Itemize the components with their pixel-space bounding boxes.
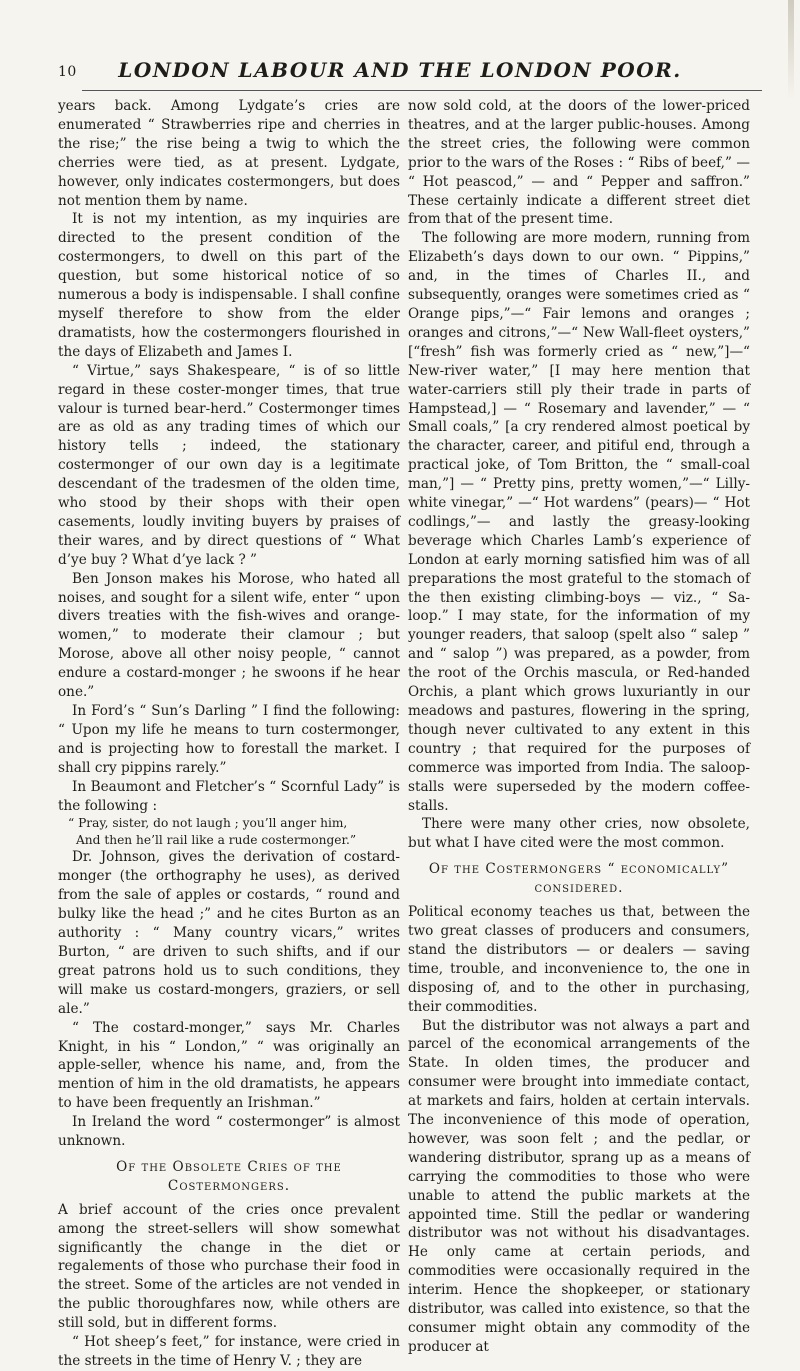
paragraph: Ben Jonson makes his Morose, who hated all noises, and sought for a silent wife, enter “ upon divers treaties with the fish-wives and orange-women,” to moderate their clamour ; but Morose, above all other noisy people, “ cannot endure a costard-monger ; he swoons if he hear one.” <box>58 570 400 701</box>
verse-line: “ Pray, sister, do not laugh ; you’ll anger him, <box>68 816 348 831</box>
right-column <box>408 97 750 1357</box>
page-edge-shadow <box>788 0 794 100</box>
verse-line: And then he’ll rail like a rude costermonger.” <box>76 832 357 847</box>
header-rule <box>82 90 762 91</box>
paragraph: “ Virtue,” says Shakespeare, “ is of so little regard in these coster-monger times, that true valour is turned bear-herd.” Costermonger times are as old as any trading times of which our history tells ; indeed, the stationary costermonger of our own day is a legitimate descendant of the tradesmen of the olden time, who stood by their shops with their open casements, loudly inviting buyers by praises of their wares, and by direct questions of “ What d’ye buy ? What d’ye lack ? ” <box>58 362 400 568</box>
paragraph: A brief account of the cries once prevalent among the street-sellers will show somewhat significantly the change in the diet or regalements of those who purchase their food in the street. Some of the articles are not vended in the public thoroughfares now, while others are still sold, but in different forms. <box>58 1201 400 1332</box>
paragraph: Dr. Johnson, gives the derivation of costard-monger (the orthography he uses), as derived from the sale of apples or costards, “ round and bulky like the head ;” and he cites Burton as an authority : “ Many country vicars,” writes Burton, “ are driven to such shifts, and if our great patrons hold us to such conditions, they will make us costard-mongers, graziers, or sell ale.” <box>58 849 400 1017</box>
paragraph: But the distributor was not always a part and parcel of the economical arrangements of the State. In olden times, the producer and consumer were brought into immediate contact, at markets and fairs, holden at certain intervals. The inconvenience of this mode of operation, however, was soon felt ; and the pedlar, or wandering distributor, sprang up as a means of carrying the commodities to those who were unable to attend the public markets at the appointed time. Still the pedlar or wandering distributor was not without his disadvantages. He only came at certain periods, and commodities were occasionally required in the interim. Hence the shopkeeper, or stationary distributor, was called into existence, so that the consumer might obtain any commodity of the producer at <box>408 1017 750 1355</box>
paragraph: “ Hot sheep’s feet,” for instance, were cried in the streets in the time of Henry V. ; they are <box>58 1334 400 1369</box>
page-number: 10 <box>58 64 77 80</box>
running-title: LONDON LABOUR AND THE LONDON POOR. <box>118 58 682 82</box>
paragraph: In Ford’s “ Sun’s Darling ” I find the following: “ Upon my life he means to turn costermonger, and is projecting how to forestall the market. I shall cry pippins rarely.” <box>58 703 400 776</box>
paragraph: In Beaumont and Fletcher’s “ Scornful Lady” is the following : <box>58 778 400 814</box>
paragraph: now sold cold, at the doors of the lower-priced theatres, and at the larger public-houses. Among the street cries, the following were common prior to the wars of the Roses : “ Ribs of beef,” — “ Hot peascod,” — and “ Pepper and saffron.” These certainly indicate a different street diet from that of the present time. <box>408 98 750 228</box>
paragraph: In Ireland the word “ costermonger” is almost unknown. <box>58 1114 400 1150</box>
paragraph: It is not my intention, as my inquiries are directed to the present condition of the costermongers, to dwell on this part of the question, but some historical notice of so numerous a body is indispensable. I shall confine myself therefore to show from the elder dramatists, how the costermongers flourished in the days of Elizabeth and James I. <box>58 211 400 360</box>
section-heading: Of the Costermongers “ economically” considered. <box>428 861 730 897</box>
paragraph: There were many other cries, now obsolete, but what I have cited were the most common. <box>408 816 750 852</box>
paragraph: Political economy teaches us that, between the two great classes of producers and consumers, stand the distributors — or dealers — saving time, trouble, and inconvenience to, the one in disposing of, and to the other in purchasing, their commodities. <box>408 904 750 1015</box>
verse-quotation <box>68 815 400 848</box>
paragraph: The following are more modern, running from Elizabeth’s days down to our own. “ Pippins,” and, in the times of Charles II., and subsequently, oranges were sometimes cried as “ Orange pips,”—“ Fair lemons and oranges ; oranges and citrons,”—“ New Wall-fleet oysters,” [“fresh” fish was formerly cried as “ new,”]—“ New-river water,” [I may here mention that water-carriers still ply their trade in parts of Hampstead,] — “ Rosemary and lavender,” — “ Small coals,” [a cry rendered almost poetical by the character, career, and pitiful end, through a practical joke, of Tom Britton, the “ small-coal man,”] — “ Pretty pins, pretty women,”—“ Lilly-white vinegar,” —“ Hot wardens” (pears)— “ Hot codlings,”— and lastly the greasy-looking beverage which Charles Lamb’s experience of London at early morning satisfied him was of all preparations the most grateful to the stomach of the then existing climbing-boys — viz., “ Sa-loop.” I may state, for the information of my younger readers, that saloop (spelt also “ salep ” and “ salop ”) was prepared, as a powder, from the root of the Orchis mascula, or Red-handed Orchis, a plant which grows luxuriantly in our meadows and pastures, flowering in the spring, though never cultivated to any extent in this country ; that required for the purposes of commerce was imported from India. The saloop-stalls were superseded by the modern coffee-stalls. <box>408 230 750 814</box>
paragraph: “ The costard-monger,” says Mr. Charles Knight, in his “ London,” “ was originally an apple-seller, whence his name, and, from the mention of him in the old dramatists, he appears to have been frequently an Irishman.” <box>58 1019 400 1112</box>
paragraph: years back. Among Lydgate’s cries are enumerated “ Strawberries ripe and cherries in the rise;” the rise being a twig to which the cherries were tied, as at present. Lydgate, however, only indicates costermongers, but does not mention them by name. <box>58 98 400 209</box>
left-column <box>58 97 400 1371</box>
section-heading: Of the Obsolete Cries of the Costermongers. <box>116 1158 342 1194</box>
